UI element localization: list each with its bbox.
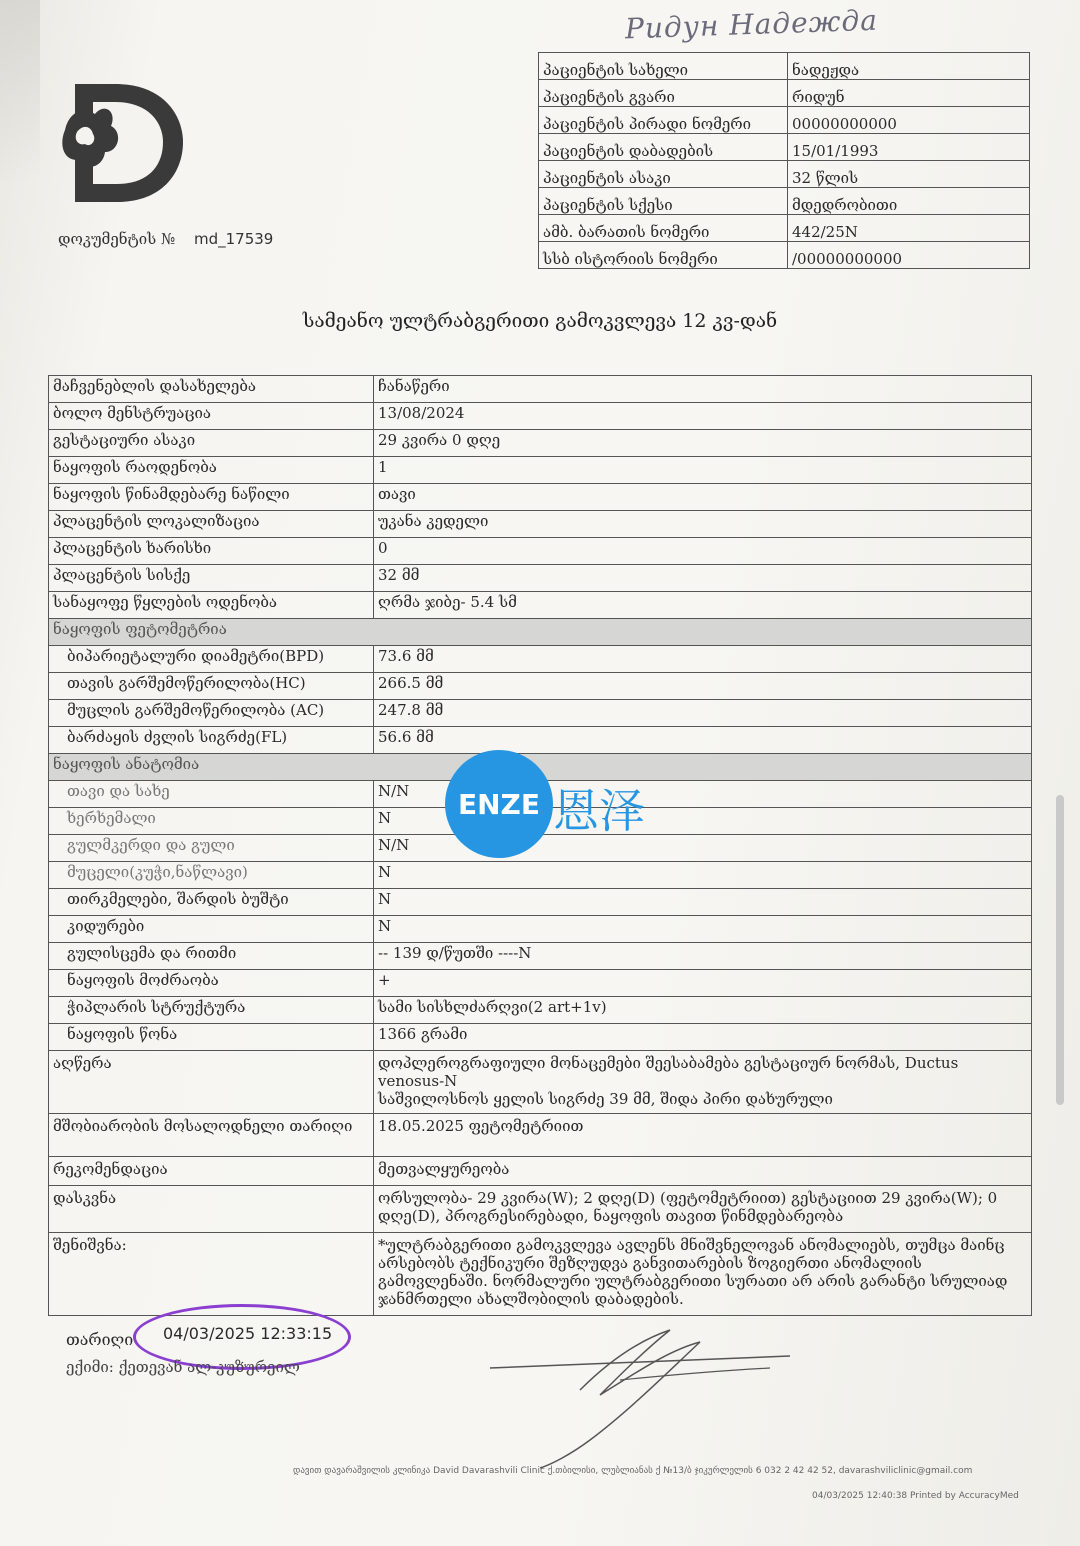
row-label: პლაცენტის ხარისხი bbox=[49, 538, 374, 565]
row-value: N bbox=[374, 889, 1032, 916]
row-label: მაჩვენებლის დასახელება bbox=[49, 376, 374, 403]
patient-info-label: პაციენტის ასაკი bbox=[539, 161, 788, 188]
row-label: ნაყოფის მოძრაობა bbox=[49, 970, 374, 997]
row-value: 13/08/2024 bbox=[374, 403, 1032, 430]
table-row bbox=[49, 862, 1032, 889]
patient-info-table bbox=[538, 52, 1030, 269]
patient-info-row bbox=[539, 242, 1030, 269]
row-label: ნაყოფის წონა bbox=[49, 1024, 374, 1051]
patient-info-value: მდედრობითი bbox=[788, 188, 1030, 215]
document-title: სამეანო ულტრაბგერითი გამოკვლევა 12 კვ-დან bbox=[302, 310, 778, 332]
note-label: შენიშვნა: bbox=[49, 1233, 374, 1316]
patient-info-value: 442/25N bbox=[788, 215, 1030, 242]
note-row bbox=[49, 1233, 1032, 1316]
table-row bbox=[49, 889, 1032, 916]
patient-info-label: სსბ ისტორიის ნომერი bbox=[539, 242, 788, 269]
patient-info-row bbox=[539, 161, 1030, 188]
patient-info-row bbox=[539, 215, 1030, 242]
row-value: 247.8 მმ bbox=[374, 700, 1032, 727]
row-value: -- 139 დ/წუთში ----N bbox=[374, 943, 1032, 970]
table-row bbox=[49, 376, 1032, 403]
description-row bbox=[49, 1051, 1032, 1114]
row-value: N bbox=[374, 862, 1032, 889]
row-label: კიდურები bbox=[49, 916, 374, 943]
row-label: ჭიპლარის სტრუქტურა bbox=[49, 997, 374, 1024]
row-label: სანაყოფე წყლების ოდენობა bbox=[49, 592, 374, 619]
fetometry-heading: ნაყოფის ფეტომეტრია bbox=[49, 619, 1032, 646]
row-value: თავი bbox=[374, 484, 1032, 511]
row-label: პლაცენტის ლოკალიზაცია bbox=[49, 511, 374, 538]
row-label: ნაყოფის წინამდებარე ნაწილი bbox=[49, 484, 374, 511]
patient-info-label: პაციენტის პირადი ნომერი bbox=[539, 107, 788, 134]
due-date-value: 18.05.2025 ფეტომეტრიით bbox=[374, 1114, 1032, 1157]
patient-info-value: 15/01/1993 bbox=[788, 134, 1030, 161]
scrollbar-thumb[interactable] bbox=[1056, 795, 1064, 1105]
row-value: 56.6 მმ bbox=[374, 727, 1032, 754]
page-fold-shadow bbox=[0, 0, 40, 180]
conclusion-value: ორსულობა- 29 კვირა(W); 2 დღე(D) (ფეტომეტრიით) გესტაციით 29 კვირა(W); 0 დღე(D), პროგრესირებადი, ნაყოფის თავით წინმდებარეობა bbox=[374, 1186, 1032, 1233]
row-value: N/N bbox=[374, 781, 1032, 808]
row-value: 1366 გრამი bbox=[374, 1024, 1032, 1051]
patient-info-row bbox=[539, 53, 1030, 80]
patient-info-value: 00000000000 bbox=[788, 107, 1030, 134]
patient-info-row bbox=[539, 107, 1030, 134]
recommendation-label: რეკომენდაცია bbox=[49, 1157, 374, 1186]
row-value: + bbox=[374, 970, 1032, 997]
row-value: ღრმა ჯიბე- 5.4 სმ bbox=[374, 592, 1032, 619]
row-value: N bbox=[374, 808, 1032, 835]
patient-info-label: პაციენტის გვარი bbox=[539, 80, 788, 107]
table-row bbox=[49, 430, 1032, 457]
ultrasound-results-table bbox=[48, 375, 1032, 1316]
table-row bbox=[49, 538, 1032, 565]
table-row bbox=[49, 403, 1032, 430]
document-number bbox=[58, 230, 273, 248]
patient-info-row bbox=[539, 188, 1030, 215]
patient-info-label: პაციენტის სახელი bbox=[539, 53, 788, 80]
row-label: ხერხემალი bbox=[49, 808, 374, 835]
table-row bbox=[49, 916, 1032, 943]
patient-info-value: ნადეჟდა bbox=[788, 53, 1030, 80]
row-label: ნაყოფის რაოდენობა bbox=[49, 457, 374, 484]
table-row bbox=[49, 484, 1032, 511]
table-row bbox=[49, 457, 1032, 484]
table-row bbox=[49, 1024, 1032, 1051]
doctor-signature bbox=[470, 1320, 800, 1470]
row-label: პლაცენტის სისქე bbox=[49, 565, 374, 592]
footer-clinic-address: დავით დავარაშვილის კლინიკა David Davarashvili Clinic ქ.თბილისი, ლუბლიანას ქ №13/ბ ჯიკურლელის 6 032 2 42 42 52, davarashviliclinic@gmail.com bbox=[293, 1466, 973, 1476]
row-value: უკანა კედელი bbox=[374, 511, 1032, 538]
date-label: თარიღი bbox=[66, 1330, 134, 1349]
row-value: სამი სისხლძარღვი(2 art+1v) bbox=[374, 997, 1032, 1024]
row-value: 29 კვირა 0 დღე bbox=[374, 430, 1032, 457]
row-label: ბოლო მენსტრუაცია bbox=[49, 403, 374, 430]
recommendation-value: მეთვალყურეობა bbox=[374, 1157, 1032, 1186]
row-label: გულმკერდი და გული bbox=[49, 835, 374, 862]
row-value: N/N bbox=[374, 835, 1032, 862]
patient-info-value: 32 წლის bbox=[788, 161, 1030, 188]
row-label: გულისცემა და რითმი bbox=[49, 943, 374, 970]
table-row bbox=[49, 592, 1032, 619]
row-value: 73.6 მმ bbox=[374, 646, 1032, 673]
watermark-chinese-text: 恩泽 bbox=[553, 784, 645, 838]
table-row bbox=[49, 727, 1032, 754]
description-line-1: დოპლეროგრაფიული მონაცემები შეესაბამება გესტაციურ ნორმას, Ductus venosus-N bbox=[378, 1054, 959, 1090]
footer-print-stamp: 04/03/2025 12:40:38 Printed by AccuracyMed bbox=[812, 1491, 1019, 1501]
table-row bbox=[49, 970, 1032, 997]
conclusion-row bbox=[49, 1186, 1032, 1233]
table-row bbox=[49, 997, 1032, 1024]
conclusion-label: დასკვნა bbox=[49, 1186, 374, 1233]
row-value: N bbox=[374, 916, 1032, 943]
watermark-latin-text: ENZE bbox=[458, 788, 540, 821]
due-date-label: მშობიარობის მოსალოდნელი თარიღი bbox=[49, 1114, 374, 1157]
row-value: 1 bbox=[374, 457, 1032, 484]
document-number-value: md_17539 bbox=[194, 230, 274, 248]
table-row bbox=[49, 565, 1032, 592]
table-row bbox=[49, 646, 1032, 673]
anatomy-heading: ნაყოფის ანატომია bbox=[49, 754, 1032, 781]
document-number-label: დოკუმენტის № bbox=[58, 230, 176, 248]
table-row bbox=[49, 673, 1032, 700]
patient-info-row bbox=[539, 80, 1030, 107]
row-label: გესტაციური ასაკი bbox=[49, 430, 374, 457]
description-value bbox=[374, 1051, 1032, 1114]
handwritten-patient-name: Ридун Надежда bbox=[624, 3, 879, 46]
row-label: ბარძაყის ძვლის სიგრძე(FL) bbox=[49, 727, 374, 754]
row-value: ჩანაწერი bbox=[374, 376, 1032, 403]
fetometry-section-header bbox=[49, 619, 1032, 646]
patient-info-value: /00000000000 bbox=[788, 242, 1030, 269]
note-value: *ულტრაბგერითი გამოკვლევა ავლენს მნიშვნელოვან ანომალიებს, თუმცა მაინც არსებობს ტექნიკური შეზღუდვა განვითარების ზოგიერთი ანომალიის გამოვლენაში. ნორმალური ულტრაბგერითი სურათი არ არის გარანტი სრულიად ჯანმრთელი ახალშობილის დაბადების. bbox=[374, 1233, 1032, 1316]
patient-info-value: რიდუნ bbox=[788, 80, 1030, 107]
doctor-line: ექიმი: ქეთევან ალ-კუზურეილ bbox=[66, 1358, 300, 1376]
table-row bbox=[49, 511, 1032, 538]
patient-info-label: ამბ. ბარათის ნომერი bbox=[539, 215, 788, 242]
patient-info-label: პაციენტის სქესი bbox=[539, 188, 788, 215]
description-line-2: საშვილოსნოს ყელის სიგრძე 39 მმ, შიდა პირი დახურული bbox=[378, 1090, 833, 1108]
patient-info-row bbox=[539, 134, 1030, 161]
row-value: 0 bbox=[374, 538, 1032, 565]
clinic-logo bbox=[55, 72, 185, 207]
table-row bbox=[49, 943, 1032, 970]
row-value: 32 მმ bbox=[374, 565, 1032, 592]
row-label: თავის გარშემოწერილობა(HC) bbox=[49, 673, 374, 700]
recommendation-row bbox=[49, 1157, 1032, 1186]
patient-info-label: პაციენტის დაბადების bbox=[539, 134, 788, 161]
row-label: თავი და სახე bbox=[49, 781, 374, 808]
row-label: მუცელი(კუჭი,ნაწლავი) bbox=[49, 862, 374, 889]
table-row bbox=[49, 700, 1032, 727]
enze-watermark-badge bbox=[445, 750, 553, 858]
row-label: ბიპარიეტალური დიამეტრი(BPD) bbox=[49, 646, 374, 673]
row-label: მუცლის გარშემოწერილობა (AC) bbox=[49, 700, 374, 727]
due-date-row bbox=[49, 1114, 1032, 1157]
row-label: თირკმელები, შარდის ბუშტი bbox=[49, 889, 374, 916]
row-value: 266.5 მმ bbox=[374, 673, 1032, 700]
description-label: აღწერა bbox=[49, 1051, 374, 1114]
date-value: 04/03/2025 12:33:15 bbox=[163, 1324, 333, 1343]
